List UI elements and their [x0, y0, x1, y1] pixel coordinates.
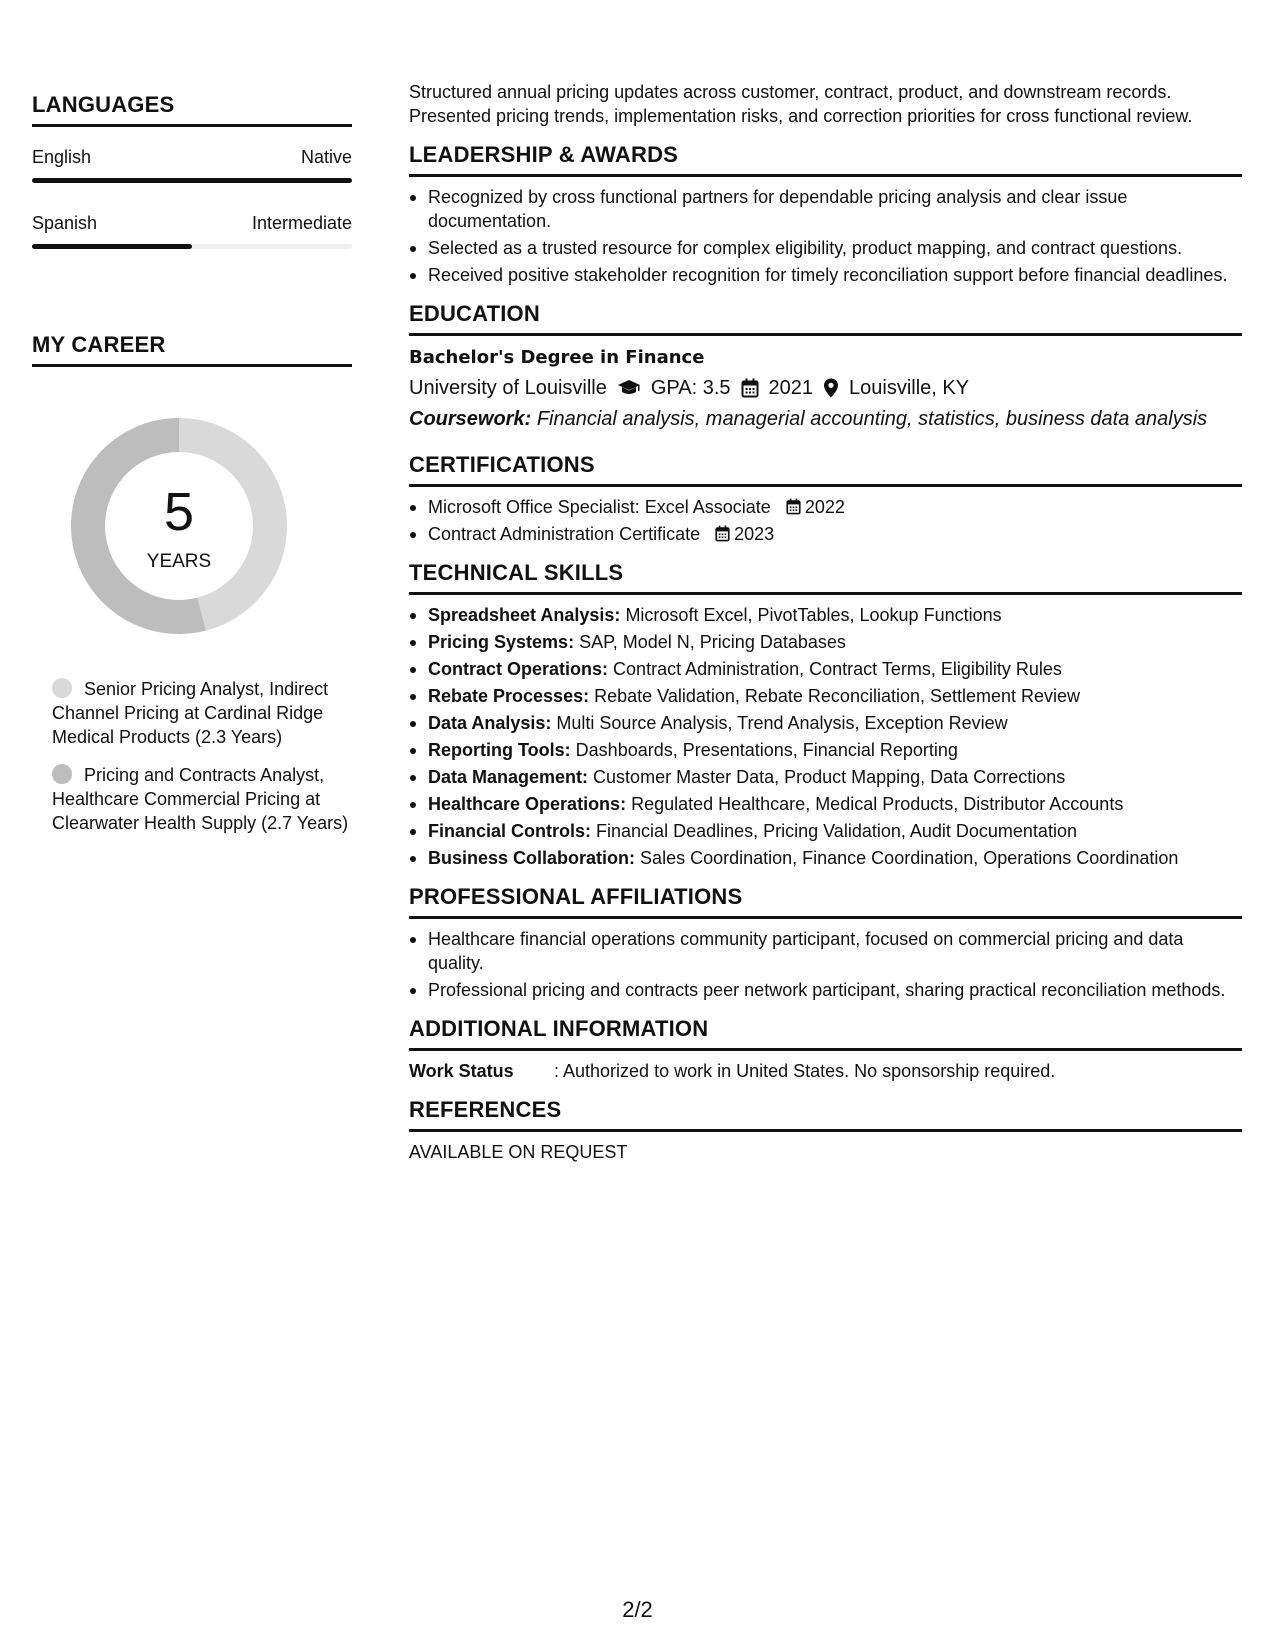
skill-value: Dashboards, Presentations, Financial Reporting [575, 740, 958, 760]
location-pin-icon [823, 378, 839, 398]
work-status-value: : Authorized to work in United States. No sponsorship required. [554, 1061, 1056, 1081]
career-legend-item [32, 763, 352, 835]
coursework [409, 405, 1242, 433]
skill-label: Spreadsheet Analysis: [428, 605, 621, 625]
languages-section [32, 92, 352, 249]
calendar-icon [715, 525, 730, 542]
graduation-year: 2021 [768, 377, 814, 399]
career-role: Senior Pricing Analyst, Indirect Channel Pricing at Cardinal Ridge Medical Products (2.3 Years) [52, 679, 329, 747]
skill-label: Healthcare Operations: [428, 794, 627, 814]
career-legend [32, 677, 352, 835]
career-legend-item [32, 677, 352, 749]
skill-value: Microsoft Excel, PivotTables, Lookup Functions [625, 605, 1002, 625]
leadership-section [409, 142, 1242, 287]
language-name: Spanish [32, 213, 98, 233]
skill-label: Contract Operations: [428, 659, 609, 679]
education-section [409, 301, 1242, 433]
affiliations-heading: PROFESSIONAL AFFILIATIONS [409, 884, 1242, 919]
certification-year: 2022 [804, 497, 845, 517]
additional-info-heading: ADDITIONAL INFORMATION [409, 1016, 1242, 1051]
skill-value: Regulated Healthcare, Medical Products, Distributor Accounts [631, 794, 1124, 814]
skill-label: Rebate Processes: [428, 686, 590, 706]
right-column [409, 0, 1242, 1164]
skill-item [409, 657, 1242, 681]
career-heading: MY CAREER [32, 332, 352, 367]
references-section [409, 1097, 1242, 1164]
skill-item [409, 738, 1242, 762]
career-role: Pricing and Contracts Analyst, Healthcare Commercial Pricing at Clearwater Health Supply (2.7 Years) [52, 765, 349, 833]
career-section [32, 332, 352, 367]
certifications-section [409, 452, 1242, 546]
skill-value: Customer Master Data, Product Mapping, Data Corrections [593, 767, 1066, 787]
intro-text [409, 80, 1242, 128]
certification-name: Microsoft Office Specialist: Excel Associate [428, 497, 771, 517]
certifications-heading: CERTIFICATIONS [409, 452, 1242, 487]
languages-heading: LANGUAGES [32, 92, 352, 127]
career-donut-chart [66, 413, 292, 639]
graduation-cap-icon [617, 379, 641, 397]
skill-label: Financial Controls: [428, 821, 592, 841]
skill-value: Sales Coordination, Finance Coordination, Operations Coordination [640, 848, 1179, 868]
work-status-label: Work Status [409, 1061, 514, 1081]
legend-dot [52, 678, 72, 698]
intro-line: Structured annual pricing updates across customer, contract, product, and downstream records. [409, 82, 1172, 102]
skill-item [409, 630, 1242, 654]
calendar-icon [786, 498, 801, 515]
language-item [32, 213, 352, 249]
affiliation-item: Healthcare financial operations community participant, focused on commercial pricing and data quality. [409, 927, 1242, 975]
language-name: English [32, 147, 92, 167]
skill-item [409, 765, 1242, 789]
coursework-label: Coursework: [409, 408, 532, 430]
certification-item [409, 495, 1242, 519]
certification-item [409, 522, 1242, 546]
language-level: Native [300, 147, 352, 167]
calendar-icon [741, 378, 759, 398]
affiliations-section [409, 884, 1242, 1002]
skill-item [409, 846, 1242, 870]
skills-section [409, 560, 1242, 870]
skill-label: Pricing Systems: [428, 632, 575, 652]
language-proficiency-bar [32, 244, 352, 249]
leadership-item: Received positive stakeholder recognition for timely reconciliation support before financial deadlines. [409, 263, 1242, 287]
legend-dot [52, 764, 72, 784]
coursework-text: Financial analysis, managerial accounting, statistics, business data analysis [536, 408, 1208, 430]
language-level: Intermediate [251, 213, 352, 233]
leadership-heading: LEADERSHIP & AWARDS [409, 142, 1242, 177]
references-text: AVAILABLE ON REQUEST [409, 1142, 628, 1162]
certification-year: 2023 [734, 524, 775, 544]
skill-label: Reporting Tools: [428, 740, 571, 760]
intro-line: Presented pricing trends, implementation risks, and correction priorities for cross functional review. [409, 106, 1193, 126]
career-years-label: YEARS [146, 551, 212, 572]
additional-info-section [409, 1016, 1242, 1083]
skill-label: Data Management: [428, 767, 589, 787]
certification-name: Contract Administration Certificate [428, 524, 701, 544]
degree-title: Bachelor's Degree in Finance [409, 347, 705, 368]
language-proficiency-fill [32, 244, 192, 249]
references-heading: REFERENCES [409, 1097, 1242, 1132]
language-proficiency-fill [32, 178, 352, 183]
education-details [409, 374, 1242, 402]
skill-value: Financial Deadlines, Pricing Validation, Audit Documentation [596, 821, 1077, 841]
education-location: Louisville, KY [849, 377, 970, 399]
skill-item [409, 819, 1242, 843]
gpa: GPA: 3.5 [650, 377, 731, 399]
skill-value: Rebate Validation, Rebate Reconciliation, Settlement Review [594, 686, 1081, 706]
skills-heading: TECHNICAL SKILLS [409, 560, 1242, 595]
skill-item [409, 792, 1242, 816]
education-heading: EDUCATION [409, 301, 1242, 336]
career-total-years: 5 [163, 482, 195, 542]
skill-value: Multi Source Analysis, Trend Analysis, Exception Review [556, 713, 1008, 733]
work-status [409, 1059, 1242, 1083]
skill-value: Contract Administration, Contract Terms, Eligibility Rules [613, 659, 1062, 679]
leadership-item: Recognized by cross functional partners for dependable pricing analysis and clear issue documentation. [409, 185, 1242, 233]
page-number: 2/2 [622, 1597, 653, 1622]
leadership-item: Selected as a trusted resource for complex eligibility, product mapping, and contract questions. [409, 236, 1242, 260]
skill-label: Business Collaboration: [428, 848, 636, 868]
school-name: University of Louisville [409, 377, 607, 399]
language-item [32, 147, 352, 183]
skill-item [409, 684, 1242, 708]
skill-label: Data Analysis: [428, 713, 552, 733]
language-proficiency-bar [32, 178, 352, 183]
skill-item [409, 603, 1242, 627]
skill-item [409, 711, 1242, 735]
affiliation-item: Professional pricing and contracts peer network participant, sharing practical reconciliation methods. [409, 978, 1242, 1002]
skill-value: SAP, Model N, Pricing Databases [579, 632, 846, 652]
